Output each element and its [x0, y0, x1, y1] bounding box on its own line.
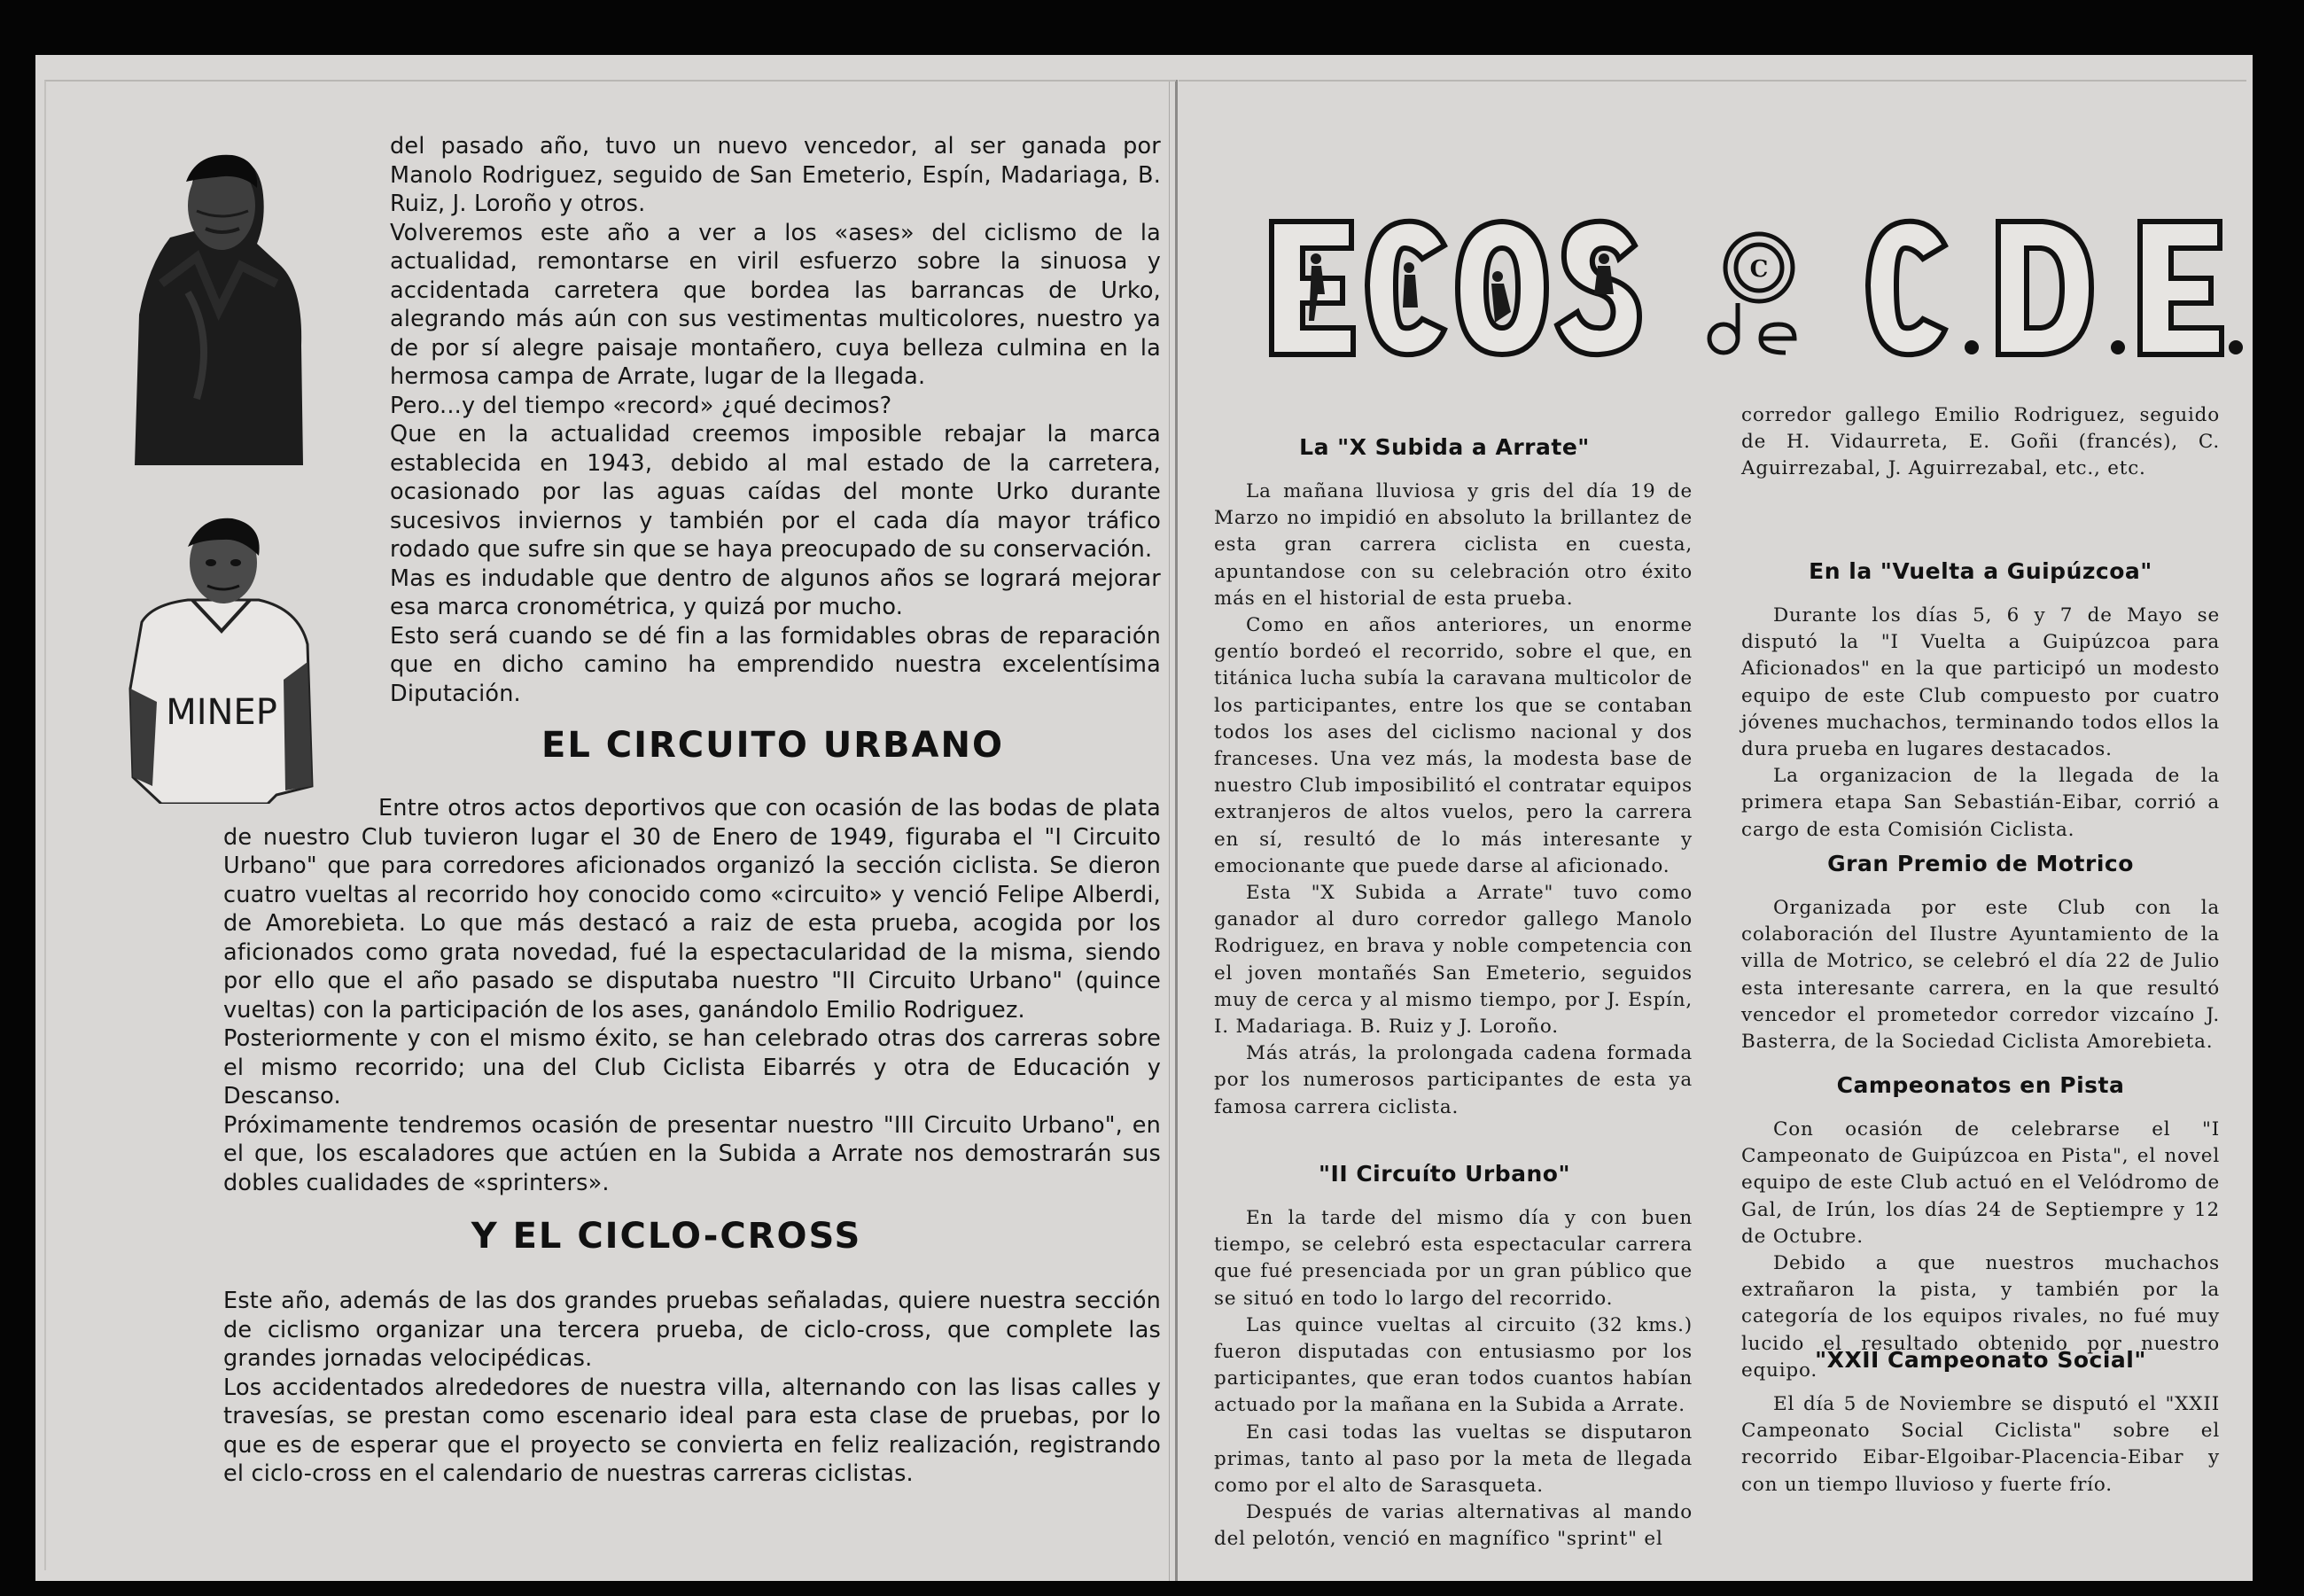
circuit-text	[223, 794, 1161, 1197]
article-paragraph: El día 5 de Noviembre se disputó el "XXII Campeonato Social Ciclista" sobre el recorrido Eibar-Elgoibar-Placencia-Eibar y con un tiempo lluvioso y fuerte frío.	[1741, 1393, 2220, 1496]
ciclocross-paragraph: Este año, además de las dos grandes pruebas señaladas, quiere nuestra sección de ciclismo organizar una tercera prueba, de ciclo-cross, que complete las grandes jornadas velocipédicas.	[223, 1288, 1161, 1372]
section-heading: "II Circuíto Urbano"	[1319, 1161, 1570, 1187]
right-page	[1179, 80, 2246, 1570]
article-paragraph: La organizacion de la llegada de la primera etapa San Sebastián-Eibar, corrió a cargo de esta Comisión Ciclista.	[1741, 765, 2220, 841]
article-paragraph: Esta "X Subida a Arrate" tuvo como ganador al duro corredor gallego Manolo Rodriguez, en brava y noble competencia con el joven montañés San Emeterio, seguidos muy de cerca y al mismo tiempo, por J. Espín, I. Madariaga. B. Ruiz y J. Loroño.	[1214, 882, 1693, 1039]
cyclist-photo-2	[126, 511, 316, 804]
section-heading: "XXII Campeonato Social"	[1815, 1347, 2146, 1373]
column-2-block-2	[1741, 895, 2220, 1055]
circuit-paragraph: Entre otros actos deportivos que con ocasión de las bodas de plata de nuestro Club tuvieron lugar el 30 de Enero de 1949, figuraba el "I Circuito Urbano" que para corredores aficionados organizó la sección ciclista. Se dieron cuatro vueltas al recorrido hoy conocido como «circuito» y venció Felipe Alberdi, de Amorebieta. Lo que más destacó a raiz de esta prueba, acogida por los aficionados como grata novedad, fué la espectacularidad de la misma, siendo por ello que el año pasado se disputaba nuestro "II Circuito Urbano" (quince vueltas) con la participación de los ases, ganándolo Emilio Rodriguez.	[223, 795, 1161, 1024]
section-heading: Gran Premio de Motrico	[1827, 851, 2134, 876]
article-paragraph: Después de varias alternativas al mando del pelotón, venció en magnífico "sprint" el	[1214, 1501, 1693, 1551]
intro-paragraph: Que en la actualidad creemos imposible rebajar la marca establecida en 1943, debido al mal estado de la carretera, ocasionado por las aguas caídas del monte Urko durante sucesivos inviernos y también por el cada día mayor tráfico rodado que sufre sin que se haya preocupado de su conservación.	[390, 421, 1161, 563]
intro-paragraph: Esto será cuando se dé fin a las formidables obras de reparación que en dicho camino ha emprendido nuestra excelentísima Diputación.	[390, 622, 1161, 707]
column-2-block-4	[1741, 1391, 2220, 1499]
column-1-block-2	[1214, 1205, 1693, 1553]
article-paragraph: Organizada por este Club con la colaboración del Ilustre Ayuntamiento de la villa de Motrico, se celebró el día 22 de Julio esta interesante carrera, en la que resultó vencedor el prometedor corredor vizcaíno J. Basterra, de la Sociedad Ciclista Amorebieta.	[1741, 897, 2220, 1054]
article-paragraph: Como en años anteriores, un enorme gentío bordeó el recorrido, sobre el que, en titánica lucha subía la caravana multicolor de los participantes, entre los que se contaban todos los ases del ciclismo nacional y dos franceses. Una vez más, la modesta base de nuestro Club imposibilitó el contratar equipos extranjeros de altos vuelos, pero la carrera en sí, resultó de lo más interesante y emocionante que puede darse al aficionado.	[1214, 614, 1693, 877]
article-paragraph: corredor gallego Emilio Rodriguez, seguido de H. Vidaurreta, E. Goñi (francés), C. Aguirrezabal, J. Aguirrezabal, etc., etc.	[1741, 404, 2220, 480]
section-heading: La "X Subida a Arrate"	[1299, 434, 1590, 460]
article-paragraph: Debido a que nuestros muchachos extrañaron la pista, y también por la categoría de los equipos rivales, no fué muy lucido el resultado obtenido por nuestro equipo.	[1741, 1252, 2220, 1382]
cyclist-photo-1	[135, 133, 303, 465]
intro-text	[390, 132, 1161, 708]
section-heading: Campeonatos en Pista	[1836, 1072, 2125, 1098]
masthead-graphic	[1263, 206, 2246, 361]
intro-paragraph: Pero...y del tiempo «record» ¿qué decimos?	[390, 392, 892, 419]
svg-text:C: C	[1749, 256, 1769, 283]
column-1-block-1	[1214, 479, 1693, 1121]
intro-paragraph: del pasado año, tuvo un nuevo vencedor, al ser ganada por Manolo Rodriguez, seguido de San Emeterio, Espín, Madariaga, B. Ruiz, J. Loroño y otros.	[390, 133, 1161, 217]
intro-paragraph: Volveremos este año a ver a los «ases» del ciclismo de la actualidad, remontarse en viril esfuerzo sobre la sinuosa y accidentada carretera que bordea las barrancas de Urko, alegrando más aún con sus vestimentas multicolores, nuestro ya de por sí alegre paisaje montañero, cuya belleza culmina en la hermosa campa de Arrate, lugar de la llegada.	[390, 219, 1161, 390]
article-paragraph: Las quince vueltas al circuito (32 kms.) fueron disputadas con entusiasmo por los participantes, que eran todos cuantos habían actuado por la mañana en la Subida a Arrate.	[1214, 1313, 1693, 1417]
article-paragraph: En la tarde del mismo día y con buen tiempo, se celebró esta espectacular carrera que fué presenciada por un gran público que se situó en todo lo largo del recorrido.	[1214, 1207, 1693, 1310]
circuit-paragraph: Próximamente tendremos ocasión de presentar nuestro "III Circuito Urbano", en el que, los escaladores que actúen en la Subida a Arrate nos demostrarán sus dobles cualidades de «sprinters».	[223, 1111, 1161, 1196]
scanned-sheet	[35, 55, 2253, 1581]
article-paragraph: Con ocasión de celebrarse el "I Campeonato de Guipúzcoa en Pista", el novel equipo de este Club actuó en el Velódromo de Gal, de Irún, los días 24 de Septiempre y 12 de Octubre.	[1741, 1118, 2220, 1248]
section-heading: En la "Vuelta a Guipúzcoa"	[1809, 558, 2152, 584]
circuit-heading: EL CIRCUITO URBANO	[541, 725, 1004, 766]
article-paragraph: Más atrás, la prolongada cadena formada por los numerosos participantes de esta ya famosa carrera ciclista.	[1214, 1042, 1693, 1118]
left-page	[44, 80, 1176, 1570]
article-paragraph: En casi todas las vueltas se disputaron primas, tanto al paso por la meta de llegada como por el alto de Sarasqueta.	[1214, 1421, 1693, 1498]
article-paragraph: La mañana lluviosa y gris del día 19 de Marzo no impidió en absoluto la brillantez de esta gran carrera ciclista en cuesta, apuntandose con su celebración otro éxito más en el historial de esta prueba.	[1214, 480, 1693, 610]
intro-paragraph: Mas es indudable que dentro de algunos años se logrará mejorar esa marca cronométrica, y quizá por mucho.	[390, 564, 1161, 620]
masthead	[1263, 206, 2246, 361]
column-2-block-0	[1741, 402, 2220, 483]
article-paragraph: Durante los días 5, 6 y 7 de Mayo se disputó la "I Vuelta a Guipúzcoa para Aficionados" en la que participó un modesto equipo de este Club compuesto por cuatro jóvenes muchachos, terminando todos ellos la dura prueba en lugares destacados.	[1741, 604, 2220, 761]
circuit-paragraph: Posteriormente y con el mismo éxito, se han celebrado otras dos carreras sobre el mismo recorrido; una del Club Ciclista Eibarrés y otra de Educación y Descanso.	[223, 1025, 1161, 1109]
column-2-block-1	[1741, 603, 2220, 844]
column-2-block-3	[1741, 1117, 2220, 1384]
jersey-text: MINEP	[166, 692, 277, 733]
ciclocross-heading: Y EL CICLO-CROSS	[471, 1216, 862, 1257]
ciclocross-text	[223, 1287, 1161, 1489]
ciclocross-paragraph: Los accidentados alrededores de nuestra villa, alternando con las lisas calles y travesías, se prestan como escenario ideal para esta clase de pruebas, por lo que es de esperar que el proyecto se convierta en feliz realización, registrando el ciclo-cross en el calendario de nuestras carreras ciclistas.	[223, 1374, 1161, 1487]
